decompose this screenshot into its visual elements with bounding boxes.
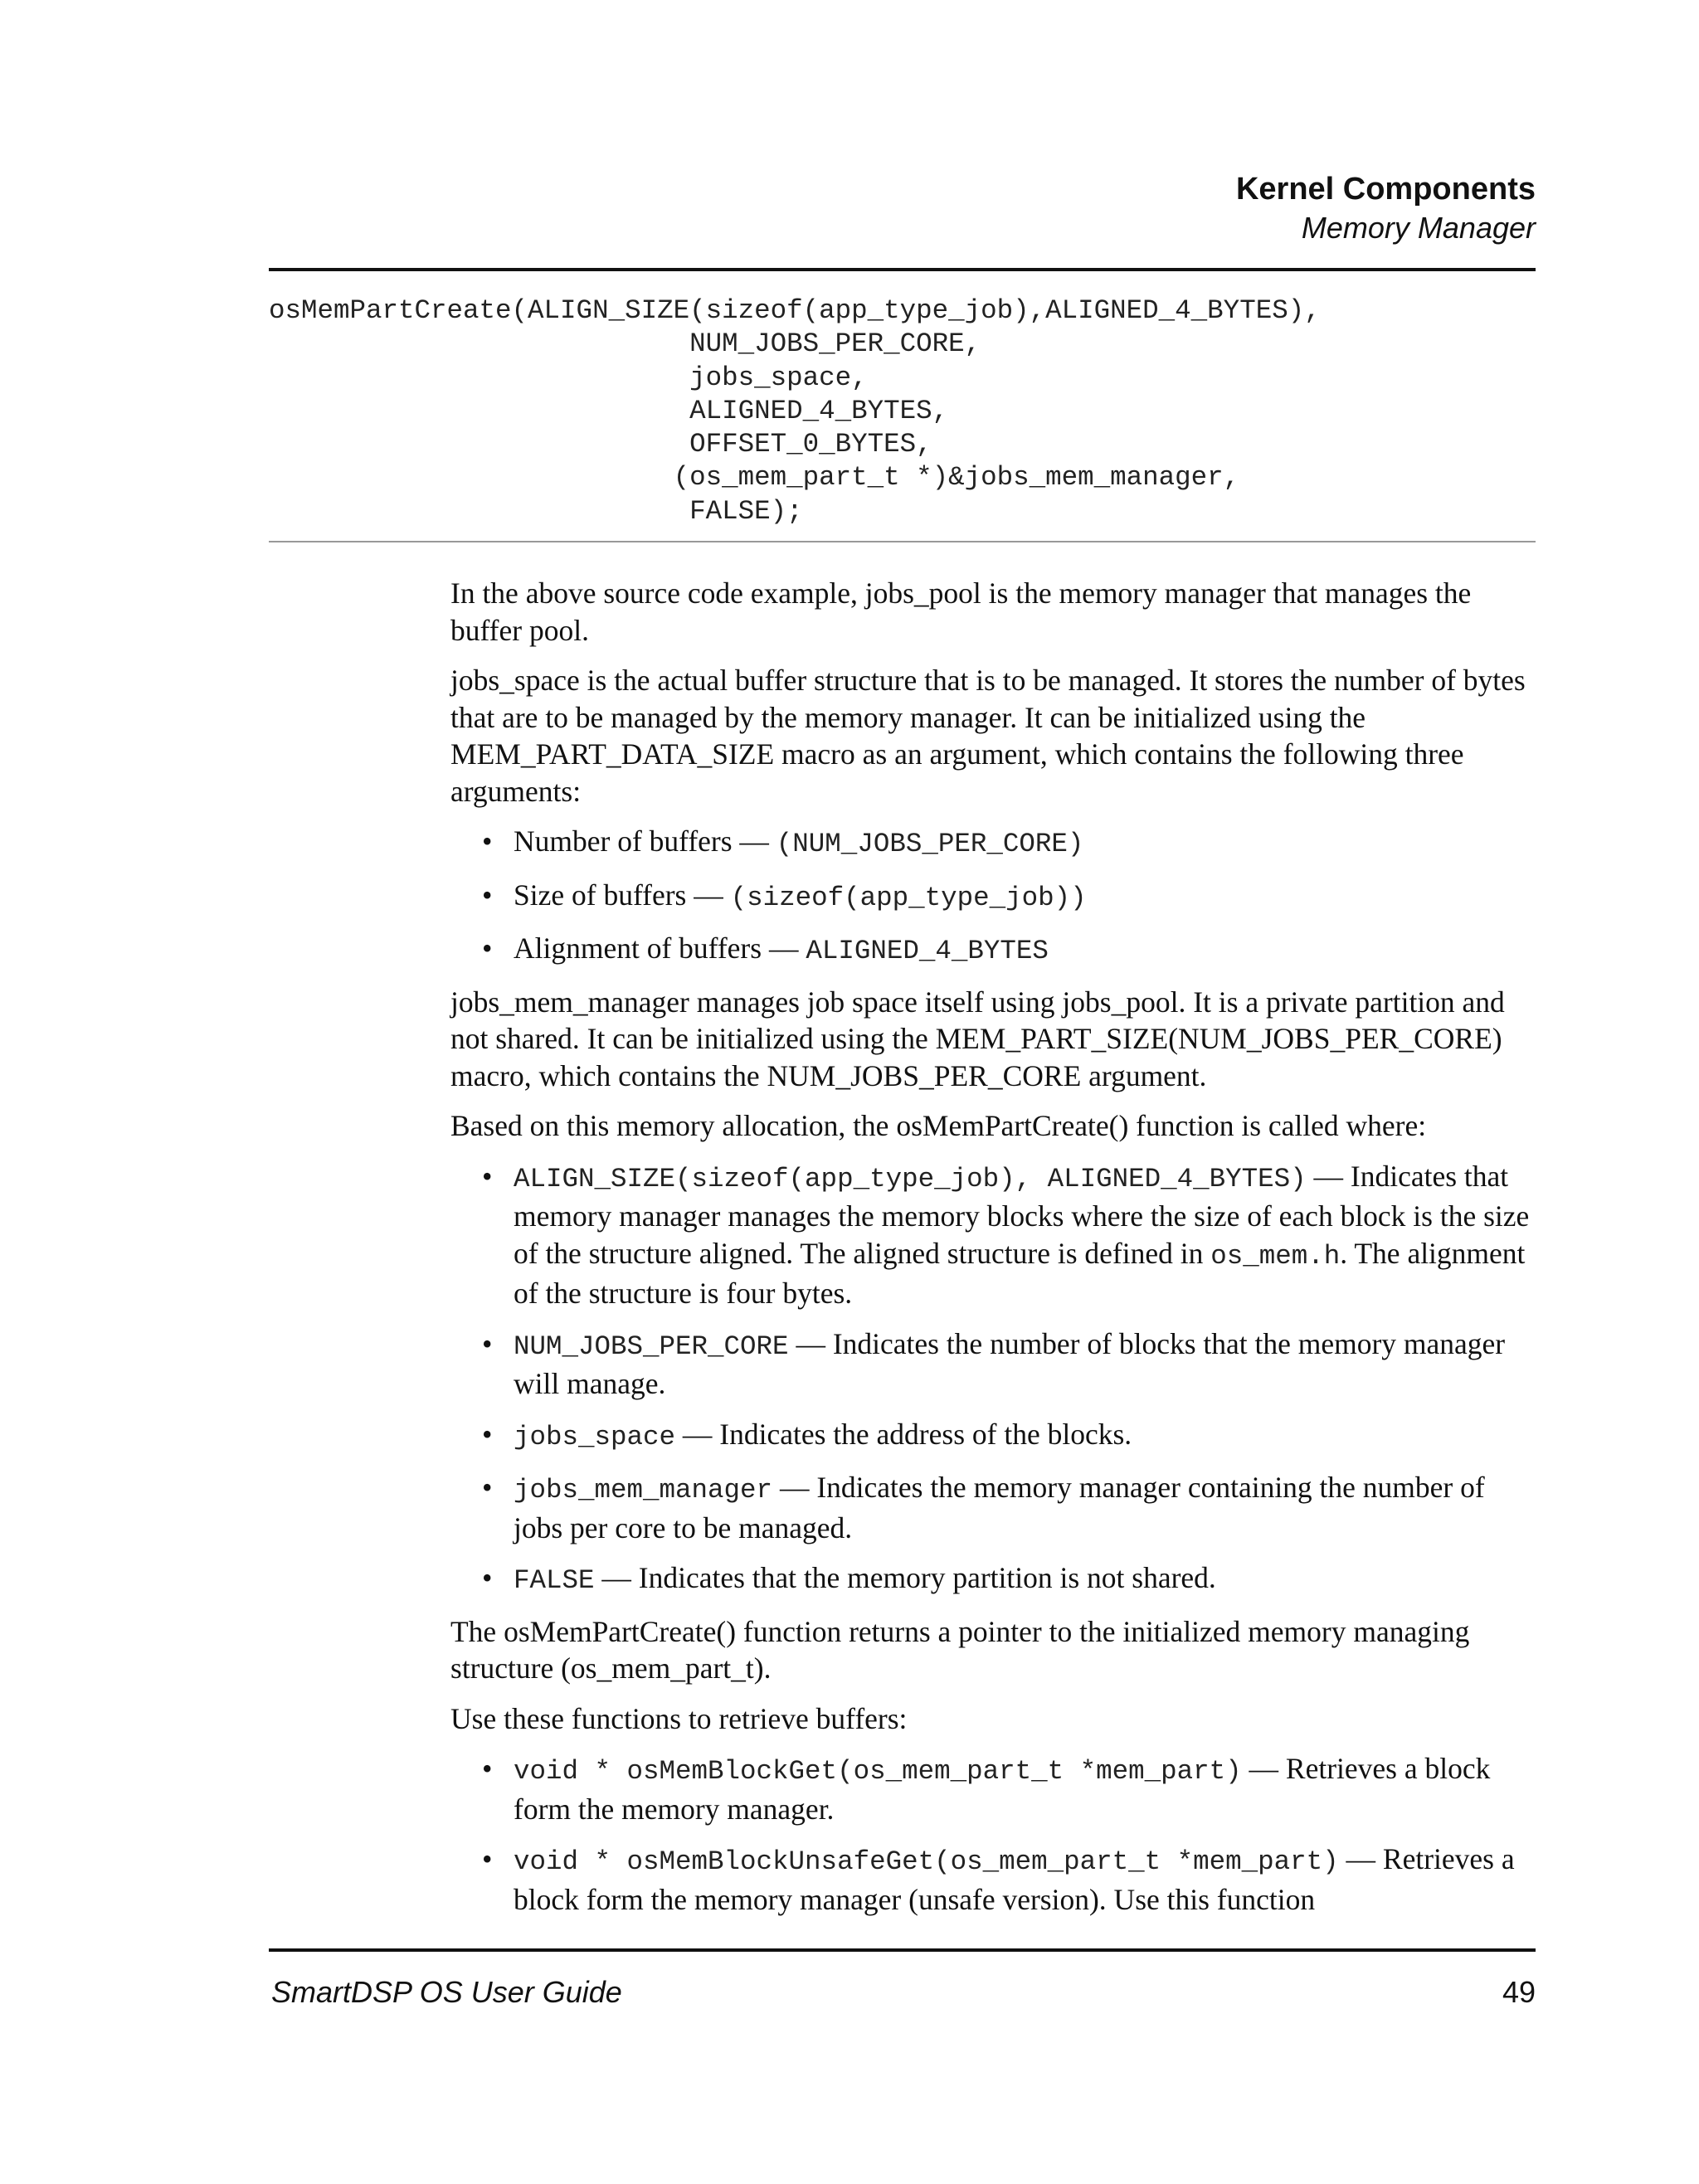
chapter-title: Kernel Components	[1235, 172, 1536, 207]
list-item	[450, 1841, 1536, 1918]
item-text: — Indicates the address of the blocks.	[675, 1417, 1132, 1451]
paragraph: Based on this memory allocation, the osMemPartCreate() function is called where:	[450, 1109, 1427, 1142]
item-text: — Retrieves a block form the memory manager.	[514, 1752, 1491, 1826]
argument-list	[450, 823, 1536, 970]
item-text: Number of buffers —	[514, 824, 776, 858]
function-list	[450, 1750, 1536, 1918]
item-code: ALIGN_SIZE(sizeof(app_type_job), ALIGNED_4_BYTES)	[514, 1163, 1307, 1194]
bullet-icon: •	[482, 1752, 493, 1785]
header-rule	[269, 268, 1536, 271]
paragraph: In the above source code example, jobs_pool is the memory manager that manages the buffer pool.	[450, 576, 1472, 647]
item-code: NUM_JOBS_PER_CORE	[514, 1330, 789, 1362]
list-item	[450, 1559, 1536, 1600]
item-text: — Retrieves a block form the memory manager (unsafe version). Use this function	[514, 1842, 1515, 1916]
code-example: osMemPartCreate(ALIGN_SIZE(sizeof(app_type_job),ALIGNED_4_BYTES), NUM_JOBS_PER_CORE, jobs_space, ALIGNED_4_BYTES, OFFSET_0_BYTES, (os_mem_part_t *)&jobs_mem_manager, FALSE);	[269, 295, 1321, 527]
code-rule	[269, 541, 1536, 542]
bullet-icon: •	[482, 824, 493, 858]
list-item	[450, 877, 1536, 917]
item-text: Size of buffers —	[514, 878, 731, 912]
list-item	[450, 1158, 1536, 1312]
paragraph: jobs_space is the actual buffer structure that is to be managed. It stores the number of bytes that are to be managed by the memory manager. It can be initialized using the MEM_PART_DATA_SIZE macro as an argument, which contains the following three arguments:	[450, 664, 1526, 808]
bullet-icon: •	[482, 1417, 493, 1451]
item-code: void * osMemBlockGet(os_mem_part_t *mem_part)	[514, 1756, 1242, 1787]
item-code: (NUM_JOBS_PER_CORE)	[776, 829, 1084, 859]
item-code: void * osMemBlockUnsafeGet(os_mem_part_t *mem_part)	[514, 1846, 1339, 1877]
item-code: jobs_space	[514, 1421, 676, 1452]
bullet-icon: •	[482, 931, 493, 965]
paragraph: jobs_mem_manager manages job space itself using jobs_pool. It is a private partition and not shared. It can be initialized using the MEM_PART_SIZE(NUM_JOBS_PER_CORE) macro, which contains the NUM_JOBS_PER_CORE argument.	[450, 985, 1505, 1092]
page-number: 49	[1502, 1975, 1536, 2009]
parameter-list	[450, 1158, 1536, 1600]
item-code: FALSE	[514, 1565, 595, 1596]
item-text: . The alignment of the structure is four bytes.	[514, 1236, 1526, 1310]
item-text: — Indicates the memory manager containing the number of jobs per core to be managed.	[514, 1471, 1485, 1544]
list-item	[450, 1325, 1536, 1403]
list-item	[450, 823, 1536, 863]
list-item	[450, 1469, 1536, 1546]
item-text: — Indicates that the memory partition is not shared.	[594, 1561, 1216, 1594]
paragraph: The osMemPartCreate() function returns a pointer to the initialized memory managing structure (os_mem_part_t).	[450, 1614, 1470, 1685]
body-text	[450, 575, 1536, 1931]
item-text: — Indicates that memory manager manages the memory blocks where the size of each block is the size of the structure aligned. The aligned structure is defined in	[514, 1159, 1530, 1270]
bullet-icon: •	[482, 878, 493, 912]
footer-rule	[269, 1948, 1536, 1952]
list-item	[450, 1416, 1536, 1457]
list-item	[450, 930, 1536, 970]
bullet-icon: •	[482, 1326, 493, 1360]
bullet-icon: •	[482, 1842, 493, 1875]
paragraph: Use these functions to retrieve buffers:	[450, 1701, 908, 1735]
item-code: os_mem.h	[1210, 1240, 1341, 1272]
bullet-icon: •	[482, 1471, 493, 1504]
item-code: jobs_mem_manager	[514, 1475, 773, 1505]
section-title: Memory Manager	[1301, 211, 1536, 245]
item-text: — Indicates the number of blocks that the memory manager will manage.	[514, 1326, 1506, 1400]
item-text: Alignment of buffers —	[514, 931, 806, 965]
item-code: ALIGNED_4_BYTES	[806, 936, 1049, 966]
footer-title: SmartDSP OS User Guide	[271, 1975, 622, 2009]
list-item	[450, 1750, 1536, 1827]
item-code: (sizeof(app_type_job))	[730, 882, 1087, 913]
bullet-icon: •	[482, 1561, 493, 1594]
bullet-icon: •	[482, 1159, 493, 1193]
